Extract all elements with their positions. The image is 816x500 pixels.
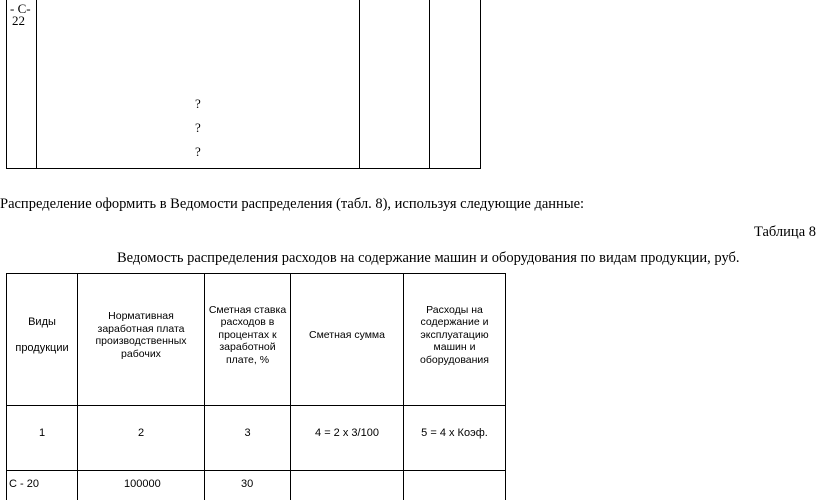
- header-normative-wages: Нормативная заработная плата производственных рабочих: [95, 310, 187, 360]
- question-mark: ?: [195, 96, 201, 111]
- question-mark: ?: [195, 120, 201, 135]
- table-title: Ведомость распределения расходов на содержание машин и оборудования по видам продукции, руб.: [117, 250, 740, 266]
- number-cell: 3: [244, 427, 251, 439]
- data-cell-wages: 100000: [124, 478, 161, 490]
- header-machine-expenses: Расходы на содержание и эксплуатацию машин и оборудования: [420, 303, 489, 366]
- header-estimate-sum: Сметная сумма: [308, 328, 385, 341]
- data-cell-product: С - 20: [9, 478, 39, 490]
- product-code-line-1: - С-: [10, 1, 31, 16]
- data-cell-rate: 30: [241, 478, 254, 490]
- number-cell: 5 = 4 х Коэф.: [421, 427, 488, 439]
- instruction-paragraph: Распределение оформить в Ведомости распределения (табл. 8), используя следующие данные:: [0, 196, 585, 212]
- table-label: Таблица 8: [753, 224, 816, 240]
- number-cell: 2: [137, 427, 145, 439]
- question-mark: ?: [195, 144, 201, 159]
- number-cell: 4 = 2 х 3/100: [315, 427, 379, 439]
- product-code-line-2: 22: [12, 13, 25, 28]
- number-cell: 1: [38, 427, 46, 439]
- header-estimate-rate: Сметная ставка расходов в процентах к заработной плате, %: [208, 303, 287, 366]
- header-product-types: Виды продукции: [15, 315, 69, 354]
